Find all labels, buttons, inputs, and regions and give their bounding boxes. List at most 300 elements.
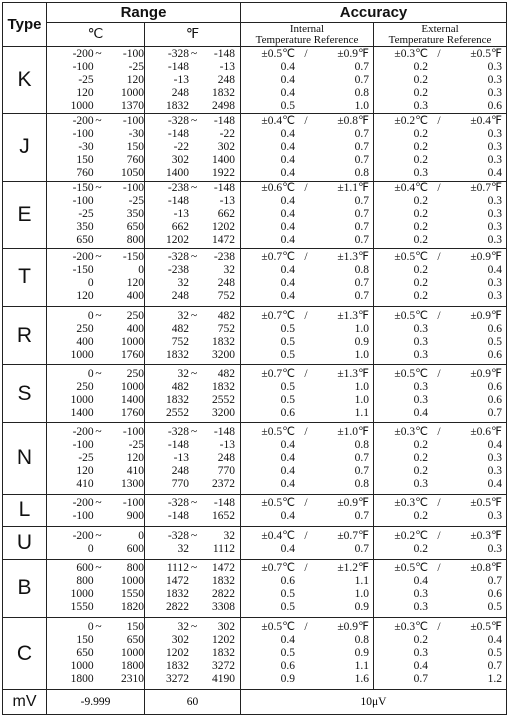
ext-cell bbox=[374, 307, 507, 365]
c-from-value: 800 bbox=[76, 575, 94, 588]
ext-line bbox=[374, 264, 506, 277]
c-from-value: 760 bbox=[76, 166, 94, 179]
ext-to-value: ±0.9℉ bbox=[470, 367, 502, 380]
c-line bbox=[47, 48, 144, 61]
c-to-value: 350 bbox=[126, 208, 144, 221]
int-from-value: ±0.7℃ bbox=[261, 309, 295, 322]
type-cell: L bbox=[3, 494, 47, 527]
f-to-value: 662 bbox=[217, 208, 235, 221]
int-line bbox=[241, 562, 373, 575]
c-from-value: 120 bbox=[76, 464, 94, 477]
c-from-value: 650 bbox=[76, 234, 94, 247]
c-from-value: -100 bbox=[72, 127, 94, 140]
int-separator bbox=[295, 660, 317, 673]
f-separator bbox=[189, 543, 199, 556]
f-from-value: 482 bbox=[171, 322, 189, 335]
int-from-value: 0.4 bbox=[280, 166, 295, 179]
int-to-value: 0.7 bbox=[354, 543, 369, 556]
int-to-value: 0.7 bbox=[354, 208, 369, 221]
ext-to-value: 0.6 bbox=[487, 99, 502, 112]
f-separator: ~ bbox=[190, 251, 198, 264]
f-cell bbox=[145, 365, 241, 423]
ext-line bbox=[374, 562, 506, 575]
int-line bbox=[241, 323, 373, 336]
c-to-value: 1000 bbox=[121, 647, 144, 660]
thermocouple-row-c bbox=[3, 618, 507, 690]
c-from-value: -100 bbox=[72, 438, 94, 451]
mv-range-f-cell: 60 bbox=[145, 690, 241, 715]
c-separator bbox=[94, 74, 104, 87]
f-line bbox=[145, 530, 240, 543]
ext-line bbox=[374, 530, 506, 543]
ext-cell bbox=[374, 423, 507, 494]
f-line bbox=[145, 381, 240, 394]
int-line bbox=[241, 478, 373, 491]
int-from-value: 0.9 bbox=[280, 673, 295, 686]
int-separator bbox=[295, 575, 317, 588]
ext-line bbox=[374, 208, 506, 221]
c-line bbox=[47, 100, 144, 113]
int-separator bbox=[295, 128, 317, 141]
ext-line bbox=[374, 48, 506, 61]
f-separator bbox=[189, 167, 199, 180]
f-separator bbox=[189, 394, 199, 407]
c-to-value: 120 bbox=[126, 277, 144, 290]
f-separator bbox=[189, 323, 199, 336]
c-line bbox=[47, 381, 144, 394]
ext-line bbox=[374, 647, 506, 660]
c-to-value: 650 bbox=[126, 634, 144, 647]
int-from-value: 0.4 bbox=[280, 153, 295, 166]
f-line bbox=[145, 277, 240, 290]
f-from-value: -328 bbox=[167, 425, 189, 438]
c-from-value: 1000 bbox=[70, 348, 94, 361]
ext-from-value: 0.2 bbox=[413, 264, 428, 277]
int-separator bbox=[295, 323, 317, 336]
int-line bbox=[241, 575, 373, 588]
f-from-value: -328 bbox=[167, 497, 189, 510]
int-separator bbox=[295, 277, 317, 290]
c-to-value: 400 bbox=[126, 290, 144, 303]
ext-from-value: 0.2 bbox=[413, 634, 428, 647]
ext-separator bbox=[428, 208, 450, 221]
f-from-value: 662 bbox=[171, 221, 189, 234]
c-cell bbox=[47, 559, 145, 617]
int-separator bbox=[295, 336, 317, 349]
c-separator bbox=[94, 154, 104, 167]
int-line bbox=[241, 465, 373, 478]
f-separator: ~ bbox=[190, 562, 198, 575]
f-from-value: -238 bbox=[167, 182, 189, 195]
ext-from-value: 0.2 bbox=[413, 153, 428, 166]
c-to-value: 1050 bbox=[121, 166, 144, 179]
f-separator: ~ bbox=[190, 530, 198, 543]
int-from-value: ±0.5℃ bbox=[261, 47, 295, 60]
c-line bbox=[47, 575, 144, 588]
f-separator bbox=[189, 673, 199, 686]
f-line bbox=[145, 394, 240, 407]
f-separator: ~ bbox=[190, 621, 198, 634]
ext-line bbox=[374, 74, 506, 87]
int-line bbox=[241, 264, 373, 277]
int-separator: / bbox=[304, 251, 308, 264]
ext-cell bbox=[374, 181, 507, 248]
ext-separator bbox=[428, 154, 450, 167]
ext-from-value: 0.3 bbox=[413, 99, 428, 112]
ext-to-value: 0.3 bbox=[487, 86, 502, 99]
f-to-value: -148 bbox=[213, 47, 235, 60]
c-to-value: 1370 bbox=[121, 99, 144, 112]
int-from-value: ±0.5℃ bbox=[261, 621, 295, 634]
c-to-value: -25 bbox=[128, 195, 144, 208]
ext-separator: / bbox=[437, 47, 441, 60]
f-to-value: 32 bbox=[223, 264, 235, 277]
int-to-value: ±1.2℉ bbox=[337, 562, 369, 575]
c-to-value: 1000 bbox=[121, 335, 144, 348]
c-separator bbox=[94, 128, 104, 141]
ext-cell bbox=[374, 559, 507, 617]
c-separator bbox=[94, 394, 104, 407]
f-to-value: 3308 bbox=[212, 601, 235, 614]
c-line bbox=[47, 543, 144, 556]
f-line bbox=[145, 74, 240, 87]
c-line bbox=[47, 336, 144, 349]
int-from-value: 0.4 bbox=[280, 264, 295, 277]
ext-separator bbox=[428, 601, 450, 614]
c-line bbox=[47, 208, 144, 221]
ext-to-value: 0.3 bbox=[487, 127, 502, 140]
c-from-value: -200 bbox=[72, 530, 94, 543]
f-to-value: 1400 bbox=[212, 153, 235, 166]
ext-from-value: 0.2 bbox=[413, 438, 428, 451]
f-from-value: -328 bbox=[167, 530, 189, 543]
f-to-value: 1472 bbox=[212, 562, 235, 575]
c-from-value: 0 bbox=[87, 543, 94, 556]
f-to-value: -148 bbox=[213, 425, 235, 438]
f-to-value: 2552 bbox=[212, 393, 235, 406]
f-from-value: -328 bbox=[167, 114, 189, 127]
int-line bbox=[241, 167, 373, 180]
f-separator: ~ bbox=[190, 309, 198, 322]
f-from-value: -148 bbox=[167, 438, 189, 451]
ext-from-value: 0.3 bbox=[413, 166, 428, 179]
int-line bbox=[241, 195, 373, 208]
ext-separator bbox=[428, 195, 450, 208]
type-header: Type bbox=[3, 3, 47, 47]
ext-to-value: 0.6 bbox=[487, 322, 502, 335]
c-to-value: -100 bbox=[122, 47, 144, 60]
c-separator bbox=[94, 588, 104, 601]
ext-cell bbox=[374, 618, 507, 690]
int-separator: / bbox=[304, 182, 308, 195]
c-from-value: 1550 bbox=[70, 601, 94, 614]
f-line bbox=[145, 234, 240, 247]
int-from-value: 0.4 bbox=[280, 451, 295, 464]
ext-to-value: 0.3 bbox=[487, 153, 502, 166]
f-from-value: 1400 bbox=[166, 166, 189, 179]
c-to-value: -25 bbox=[128, 60, 144, 73]
c-to-value: 1820 bbox=[121, 601, 144, 614]
c-from-value: 400 bbox=[76, 335, 94, 348]
f-cell bbox=[145, 618, 241, 690]
int-to-value: 0.7 bbox=[354, 234, 369, 247]
c-line bbox=[47, 277, 144, 290]
f-to-value: -22 bbox=[219, 127, 235, 140]
int-cell bbox=[241, 527, 374, 560]
ext-line bbox=[374, 621, 506, 634]
ext-line bbox=[374, 141, 506, 154]
c-from-value: -200 bbox=[72, 114, 94, 127]
ext-from-value: ±0.2℃ bbox=[394, 530, 428, 543]
c-to-value: 800 bbox=[126, 234, 144, 247]
f-separator bbox=[189, 61, 199, 74]
f-from-value: 2552 bbox=[166, 406, 189, 419]
ext-separator bbox=[428, 510, 450, 523]
f-to-value: 248 bbox=[217, 73, 235, 86]
int-line bbox=[241, 381, 373, 394]
int-separator bbox=[295, 221, 317, 234]
f-from-value: -148 bbox=[167, 195, 189, 208]
f-from-value: 2822 bbox=[166, 601, 189, 614]
ext-line bbox=[374, 601, 506, 614]
int-to-value: 0.8 bbox=[354, 634, 369, 647]
c-to-value: 600 bbox=[126, 543, 144, 556]
ext-from-value: ±0.3℃ bbox=[394, 497, 428, 510]
thermocouple-row-r bbox=[3, 307, 507, 365]
c-separator: ~ bbox=[95, 497, 102, 510]
f-separator bbox=[189, 264, 199, 277]
c-from-value: -100 bbox=[72, 195, 94, 208]
f-separator bbox=[189, 465, 199, 478]
f-line bbox=[145, 510, 240, 523]
int-from-value: ±0.5℃ bbox=[261, 425, 295, 438]
int-line bbox=[241, 61, 373, 74]
c-from-value: 150 bbox=[76, 153, 94, 166]
int-from-value: ±0.4℃ bbox=[261, 530, 295, 543]
c-from-value: 650 bbox=[76, 647, 94, 660]
int-from-value: 0.4 bbox=[280, 477, 295, 490]
f-to-value: 248 bbox=[217, 451, 235, 464]
int-separator bbox=[295, 154, 317, 167]
int-cell bbox=[241, 114, 374, 181]
ext-cell bbox=[374, 47, 507, 114]
int-from-value: 0.4 bbox=[280, 127, 295, 140]
c-cell bbox=[47, 181, 145, 248]
int-separator bbox=[295, 234, 317, 247]
f-to-value: 1832 bbox=[212, 86, 235, 99]
c-cell bbox=[47, 307, 145, 365]
c-separator bbox=[94, 195, 104, 208]
type-cell: S bbox=[3, 365, 47, 423]
ext-to-value: 0.3 bbox=[487, 60, 502, 73]
int-separator bbox=[295, 100, 317, 113]
ext-from-value: 0.3 bbox=[413, 647, 428, 660]
f-line bbox=[145, 588, 240, 601]
c-line bbox=[47, 368, 144, 381]
int-cell bbox=[241, 559, 374, 617]
f-from-value: 32 bbox=[177, 277, 189, 290]
c-to-value: 650 bbox=[126, 221, 144, 234]
f-separator bbox=[189, 195, 199, 208]
ext-to-value: ±0.5℉ bbox=[470, 47, 502, 60]
f-line bbox=[145, 562, 240, 575]
ext-line bbox=[374, 407, 506, 420]
ext-to-value: 0.3 bbox=[487, 543, 502, 556]
f-to-value: 482 bbox=[217, 309, 235, 322]
int-to-value: ±0.9℉ bbox=[337, 47, 369, 60]
f-to-value: 4190 bbox=[212, 673, 235, 686]
c-separator: ~ bbox=[95, 367, 102, 380]
f-separator: ~ bbox=[190, 425, 198, 438]
int-separator bbox=[295, 647, 317, 660]
c-line bbox=[47, 439, 144, 452]
ext-separator bbox=[428, 128, 450, 141]
int-from-value: 0.5 bbox=[280, 601, 295, 614]
ext-line bbox=[374, 426, 506, 439]
c-from-value: -25 bbox=[78, 451, 94, 464]
int-separator bbox=[295, 195, 317, 208]
int-cell bbox=[241, 307, 374, 365]
c-line bbox=[47, 394, 144, 407]
ext-from-value: ±0.5℃ bbox=[394, 309, 428, 322]
int-cell bbox=[241, 618, 374, 690]
int-from-value: 0.4 bbox=[280, 86, 295, 99]
int-separator bbox=[295, 510, 317, 523]
int-line bbox=[241, 601, 373, 614]
int-from-value: ±0.4℃ bbox=[261, 114, 295, 127]
int-from-value: 0.4 bbox=[280, 140, 295, 153]
thermocouple-row-l bbox=[3, 494, 507, 527]
ext-line bbox=[374, 128, 506, 141]
c-separator bbox=[94, 61, 104, 74]
ext-from-value: ±0.3℃ bbox=[394, 621, 428, 634]
c-line bbox=[47, 601, 144, 614]
f-cell bbox=[145, 181, 241, 248]
c-line bbox=[47, 323, 144, 336]
c-to-value: 1000 bbox=[121, 380, 144, 393]
f-from-value: 302 bbox=[171, 634, 189, 647]
f-separator bbox=[189, 87, 199, 100]
thermocouple-spec-table bbox=[2, 2, 507, 715]
c-cell bbox=[47, 527, 145, 560]
ext-from-value: 0.4 bbox=[413, 660, 428, 673]
int-to-value: 1.6 bbox=[354, 673, 369, 686]
int-to-value: ±1.3℉ bbox=[337, 367, 369, 380]
int-separator bbox=[295, 394, 317, 407]
f-from-value: 32 bbox=[177, 309, 189, 322]
int-to-value: 1.0 bbox=[354, 588, 369, 601]
c-from-value: 250 bbox=[76, 322, 94, 335]
c-line bbox=[47, 647, 144, 660]
int-from-value: 0.6 bbox=[280, 406, 295, 419]
f-from-value: 302 bbox=[171, 153, 189, 166]
int-to-value: 0.7 bbox=[354, 451, 369, 464]
f-to-value: -13 bbox=[219, 195, 235, 208]
ext-line bbox=[374, 167, 506, 180]
c-from-value: -100 bbox=[72, 510, 94, 523]
int-line bbox=[241, 452, 373, 465]
c-separator: ~ bbox=[95, 47, 102, 60]
mv-type-cell: mV bbox=[3, 690, 47, 715]
ext-from-value: ±0.5℃ bbox=[394, 251, 428, 264]
ext-from-value: ±0.2℃ bbox=[394, 114, 428, 127]
f-from-value: -328 bbox=[167, 251, 189, 264]
f-to-value: -148 bbox=[213, 182, 235, 195]
int-from-value: 0.5 bbox=[280, 393, 295, 406]
ext-from-value: 0.2 bbox=[413, 451, 428, 464]
ext-from-value: 0.4 bbox=[413, 575, 428, 588]
int-from-value: 0.4 bbox=[280, 277, 295, 290]
ext-from-value: ±0.5℃ bbox=[394, 562, 428, 575]
ext-from-value: 0.2 bbox=[413, 195, 428, 208]
ext-to-value: ±0.5℉ bbox=[470, 621, 502, 634]
ext-to-value: 1.2 bbox=[487, 673, 502, 686]
ext-line bbox=[374, 575, 506, 588]
ext-separator bbox=[428, 264, 450, 277]
int-to-value: 0.9 bbox=[354, 601, 369, 614]
f-from-value: 1202 bbox=[166, 234, 189, 247]
int-cell bbox=[241, 248, 374, 306]
f-from-value: 1832 bbox=[166, 660, 189, 673]
f-line bbox=[145, 251, 240, 264]
int-separator: / bbox=[304, 114, 308, 127]
int-from-value: 0.5 bbox=[280, 380, 295, 393]
c-from-value: 600 bbox=[76, 562, 94, 575]
int-line bbox=[241, 530, 373, 543]
ext-separator bbox=[428, 290, 450, 303]
ext-to-value: 0.7 bbox=[487, 660, 502, 673]
c-separator: ~ bbox=[95, 114, 102, 127]
ext-line bbox=[374, 673, 506, 686]
f-to-value: 752 bbox=[217, 290, 235, 303]
int-line bbox=[241, 439, 373, 452]
ext-to-value: 0.4 bbox=[487, 477, 502, 490]
f-from-value: -238 bbox=[167, 264, 189, 277]
int-separator: / bbox=[304, 425, 308, 438]
ext-from-value: 0.2 bbox=[413, 543, 428, 556]
f-line bbox=[145, 115, 240, 128]
ext-to-value: 0.6 bbox=[487, 348, 502, 361]
c-to-value: 1800 bbox=[121, 660, 144, 673]
ext-line bbox=[374, 510, 506, 523]
mv-row bbox=[3, 690, 507, 715]
c-from-value: 1000 bbox=[70, 99, 94, 112]
f-cell bbox=[145, 114, 241, 181]
external-header-line1: External bbox=[421, 22, 459, 35]
fahrenheit-header: ℉ bbox=[145, 23, 241, 47]
ext-from-value: 0.2 bbox=[413, 221, 428, 234]
f-separator bbox=[189, 510, 199, 523]
f-separator bbox=[189, 74, 199, 87]
int-line bbox=[241, 336, 373, 349]
f-separator: ~ bbox=[190, 497, 198, 510]
int-line bbox=[241, 48, 373, 61]
c-from-value: -150 bbox=[72, 182, 94, 195]
mv-range-c-cell: -9.999 bbox=[47, 690, 145, 715]
int-to-value: 1.0 bbox=[354, 380, 369, 393]
int-to-value: 0.7 bbox=[354, 153, 369, 166]
int-from-value: 0.4 bbox=[280, 234, 295, 247]
f-line bbox=[145, 167, 240, 180]
ext-to-value: 0.3 bbox=[487, 140, 502, 153]
ext-from-value: 0.2 bbox=[413, 60, 428, 73]
c-to-value: 150 bbox=[126, 621, 144, 634]
int-separator bbox=[295, 634, 317, 647]
int-from-value: 0.5 bbox=[280, 647, 295, 660]
int-to-value: ±1.1℉ bbox=[337, 182, 369, 195]
ext-to-value: 0.3 bbox=[487, 510, 502, 523]
f-to-value: -148 bbox=[213, 114, 235, 127]
